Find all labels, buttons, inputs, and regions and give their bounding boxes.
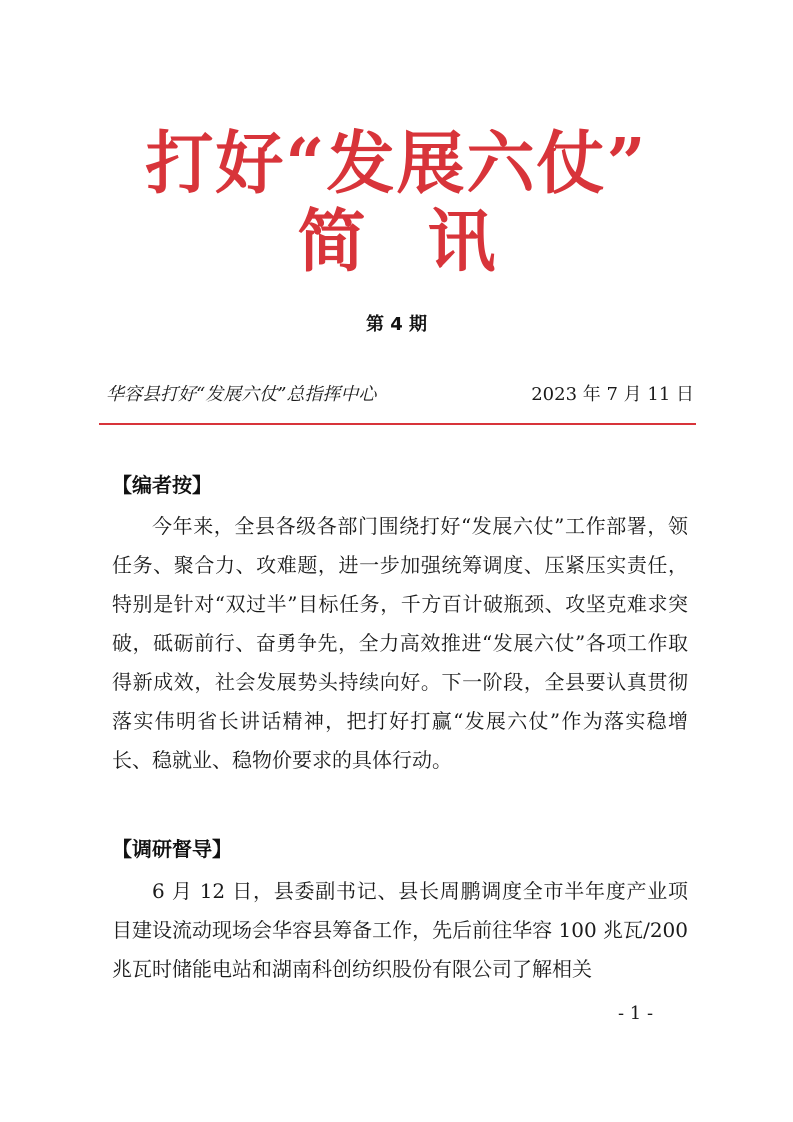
issue-number: 第 4 期 <box>365 314 428 335</box>
masthead-subtitle: 简讯 <box>297 202 558 282</box>
section-heading-editor-note: 【编者按】 <box>112 473 212 497</box>
masthead-title: 打好“发展六仗” <box>145 124 648 204</box>
red-divider <box>99 423 696 425</box>
issue-date: 2023 年 7 月 11 日 <box>531 384 694 405</box>
research-paragraph: 6 月 12 日，县委副书记、县长周鹏调度全市半年度产业项目建设流动现场会华容县筹备工作，先后前往华容 100 兆瓦/200 兆瓦时储能电站和湖南科创纺织股份有限公司了解相关 <box>112 879 688 981</box>
section-heading-research: 【调研督导】 <box>112 837 232 861</box>
editor-note-paragraph: 今年来，全县各级各部门围绕打好“发展六仗”工作部署，领任务、聚合力、攻难题，进一步加强统筹调度、压紧压实责任，特别是针对“双过半”目标任务，千方百计破瓶颈、攻坚克难求突破，砥砺前行、奋勇争先，全力高效推进“发展六仗”各项工作取得新成效，社会发展势头持续向好。下一阶段，全县要认真贯彻落实伟明省长讲话精神，把打好打赢“发展六仗”作为落实稳增长、稳就业、稳物价要求的具体行动。 <box>112 514 688 772</box>
issuing-organization: 华容县打好“发展六仗”总指挥中心 <box>106 384 377 405</box>
page-number: - 1 - <box>618 1003 654 1024</box>
meta-line <box>106 380 694 410</box>
